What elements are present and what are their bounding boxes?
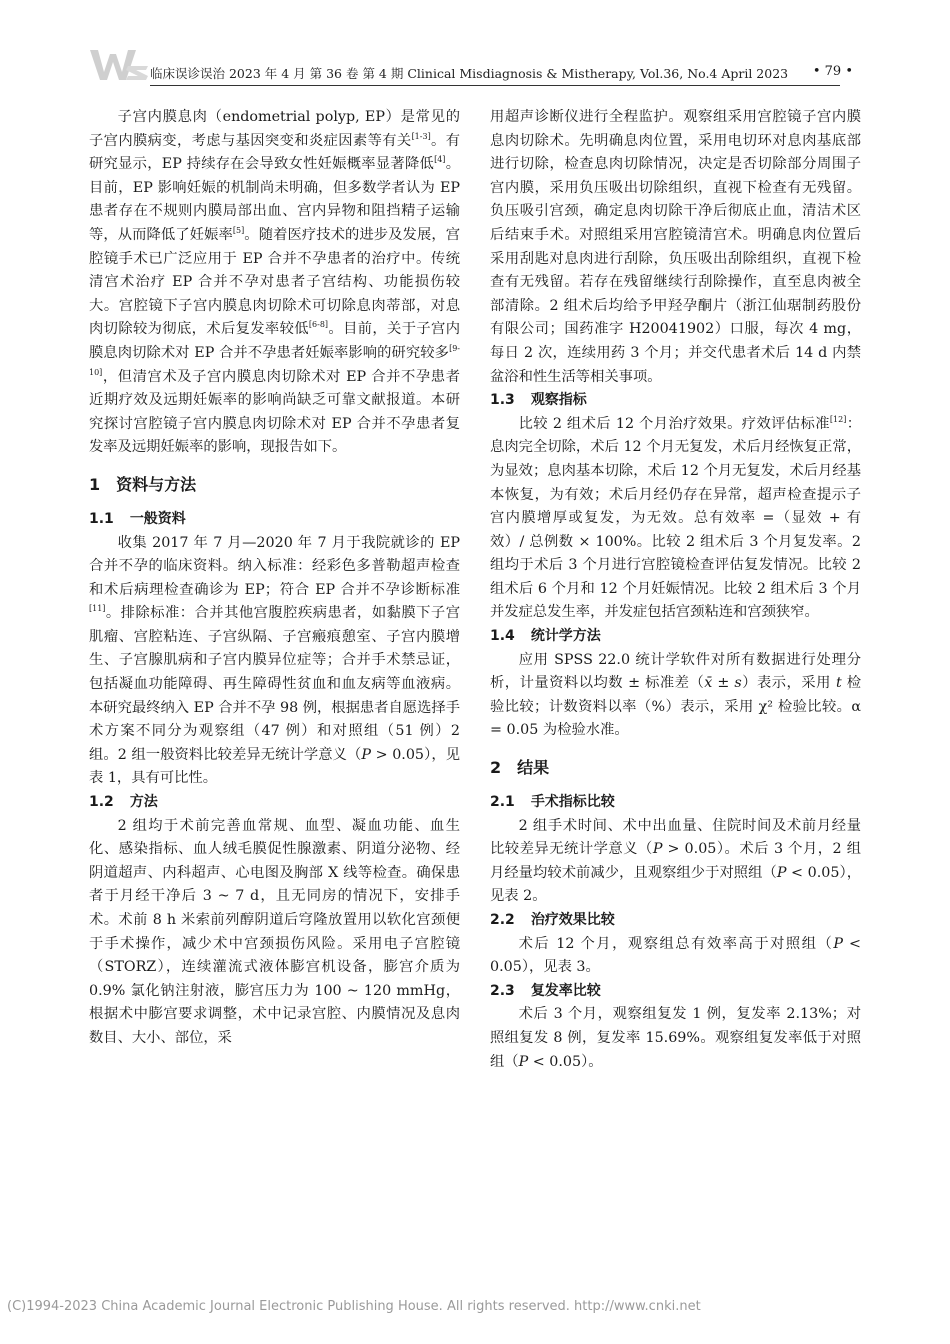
journal-logo-icon bbox=[88, 46, 150, 84]
citation: [5] bbox=[232, 225, 245, 235]
subsection-heading-general: 1.1 一般资料 bbox=[89, 510, 186, 527]
citation: [9-10] bbox=[89, 343, 460, 377]
citation: [1-3] bbox=[411, 131, 431, 141]
subsection-heading-statistics: 1.4 统计学方法 bbox=[490, 628, 601, 645]
surgical-paragraph: 2 组手术时间、术中出血量、住院时间及术前月经量比较差异无统计学意义（P > 0.05）。术后 3 个月，2 组月经量均较术前减少，且观察组少于对照组（P < 0.05），见表 2。 bbox=[490, 817, 862, 905]
citation: [4] bbox=[434, 155, 446, 165]
efficacy-paragraph: 术后 12 个月，观察组总有效率高于对照组（P < 0.05），见表 3。 bbox=[490, 935, 861, 976]
section-heading-results: 2 结果 bbox=[490, 758, 550, 778]
method-paragraph-continued: 用超声诊断仪进行全程监护。观察组采用宫腔镜子宫内膜息肉切除术。先明确息肉位置，采用电切环对息肉基底部进行切除，检查息肉切除情况，决定是否切除部分周围子宫内膜，采用负压吸出切除组织，直视下检查有无残留。负压吸引宫颈，确定息肉切除干净后彻底止血，清洁术区后结束手术。对照组采用宫腔镜清宫术。明确息肉位置后采用刮匙对息肉进行刮除，负压吸出刮除组织，直视下检查有无残留。若存在残留继续行刮除操作，直至息肉被全部清除。2 组术后均给予甲羟孕酮片（浙江仙琚制药股份有限公司；国药准字 H20041902）口服，每次 4 mg，每日 2 次，连续用药 3 个月；并交代患者术后 14 d 内禁盆浴和性生活等相关事项。 bbox=[490, 109, 861, 385]
section-heading-methods: 1 资料与方法 bbox=[89, 474, 197, 494]
subsection-heading-recurrence: 2.3 复发率比较 bbox=[490, 982, 601, 999]
journal-info: 临床误诊误治 2023 年 4 月 第 36 卷 第 4 期 Clinical Misdiagnosis & Mistherapy, Vol.36, No.4 April 2023 bbox=[150, 64, 840, 86]
subsection-heading-indicators: 1.3 观察指标 bbox=[490, 392, 587, 409]
subsection-heading-method: 1.2 方法 bbox=[89, 794, 158, 811]
left-column bbox=[89, 106, 460, 1051]
page-number: • 79 • bbox=[812, 64, 853, 79]
citation: [11] bbox=[89, 604, 106, 614]
subsection-heading-efficacy: 2.2 治疗效果比较 bbox=[490, 912, 615, 928]
copyright-footer: (C)1994-2023 China Academic Journal Electronic Publishing House. All rights reserved. http://www.cnki.net bbox=[7, 1299, 701, 1314]
recurrence-paragraph: 术后 3 个月，观察组复发 1 例，复发率 2.13%；对照组复发 8 例，复发率 15.69%。观察组复发率低于对照组（P < 0.05）。 bbox=[490, 1006, 861, 1070]
right-column bbox=[490, 106, 861, 1074]
page-header bbox=[88, 44, 863, 88]
indicators-paragraph: 比较 2 组术后 12 个月治疗效果。疗效评估标准[12]：息肉完全切除，术后 12 个月无复发，术后月经恢复正常，为显效；息肉基本切除，术后 12 个月无复发，术后月经基本恢复，为有效；术后月经仍存在异常，超声检查提示子宫内膜增厚或复发，为无效。总有效率 =（显效 + 有效）/ 总例数 × 100%。比较 2 组术后 3 个月复发率。2 组均于术后 3 个月进行宫腔镜检查评估复发情况。比较 2 组术后 6 个月和 12 个月妊娠情况。比较 2 组术后 3 个月并发症总发生率，并发症包括宫颈粘连和宫颈狭窄。 bbox=[490, 414, 862, 621]
statistics-paragraph: 应用 SPSS 22.0 统计学软件对所有数据进行处理分析，计量资料以均数 ± 标准差（x̄ ± s）表示，采用 t 检验比较；计数资料以率（%）表示，采用 χ² 检验比较。α = 0.05 为检验水准。 bbox=[490, 651, 862, 739]
citation: [6-8] bbox=[308, 320, 329, 330]
general-data-paragraph: 收集 2017 年 7 月—2020 年 7 月于我院就诊的 EP 合并不孕的临床资料。纳入标准：经彩色多普勒超声检查和术后病理检查确诊为 EP；符合 EP 合并不孕诊断标准[11]。排除标准：合并其他宫腹腔疾病患者，如黏膜下子宫肌瘤、宫腔粘连、子宫纵隔、子宫瘢痕憩室、子宫内膜增生、子宫腺肌病和子宫内膜异位症等；合并手术禁忌证，包括凝血功能障碍、再生障碍性贫血和血友病等血液病。本研究最终纳入 EP 合并不孕 98 例，根据患者自愿选择手术方案不同分为观察组（47 例）和对照组（51 例）2 组。2 组一般资料比较差异无统计学意义（P > 0.05），见表 1，具有可比性。 bbox=[89, 534, 460, 787]
subsection-heading-surgical: 2.1 手术指标比较 bbox=[490, 794, 615, 811]
method-paragraph: 2 组均于术前完善血常规、血型、凝血功能、血生化、感染指标、血人绒毛膜促性腺激素、阴道分泌物、经阴道超声、内科超声、心电图及胸部 X 线等检查。确保患者于月经干净后 3 ~ 7 d，且无同房的情况下，安排手术。术前 8 h 米索前列醇阴道后穹隆放置用以软化宫颈便于手术操作，减少术中宫颈损伤风险。采用电子宫腔镜（STORZ），连续灌流式液体膨宫机设备，膨宫介质为 0.9% 氯化钠注射液，膨宫压力为 100 ~ 120 mmHg，根据术中膨宫要求调整，术中记录宫腔、内膜情况及息肉数目、大小、部位，采 bbox=[89, 817, 460, 1046]
intro-paragraph: 子宫内膜息肉（endometrial polyp, EP）是常见的子宫内膜病变，考虑与基因突变和炎症因素等有关[1-3]。有研究显示，EP 持续存在会导致女性妊娠概率显著降低[4]。目前，EP 影响妊娠的机制尚未明确，但多数学者认为 EP 患者存在不规则内膜局部出血、宫内异物和阻挡精子运输等，从而降低了妊娠率[5]。随着医疗技术的进步及发展，宫腔镜手术已广泛应用于 EP 合并不孕患者的治疗中。传统清宫术治疗 EP 合并不孕对患者子宫结构、功能损伤较大。宫腔镜下子宫内膜息肉切除术可切除息肉蒂部，对息肉切除较为彻底，术后复发率较低[6-8]。目前，关于子宫内膜息肉切除术对 EP 合并不孕患者妊娠率影响的研究较多[9-10]，但清宫术及子宫内膜息肉切除术对 EP 合并不孕患者近期疗效及远期妊娠率的影响尚缺乏可靠文献报道。本研究探讨宫腔镜子宫内膜息肉切除术对 EP 合并不孕患者复发率及远期妊娠率的影响，现报告如下。 bbox=[89, 109, 461, 456]
citation: [12] bbox=[829, 414, 847, 424]
